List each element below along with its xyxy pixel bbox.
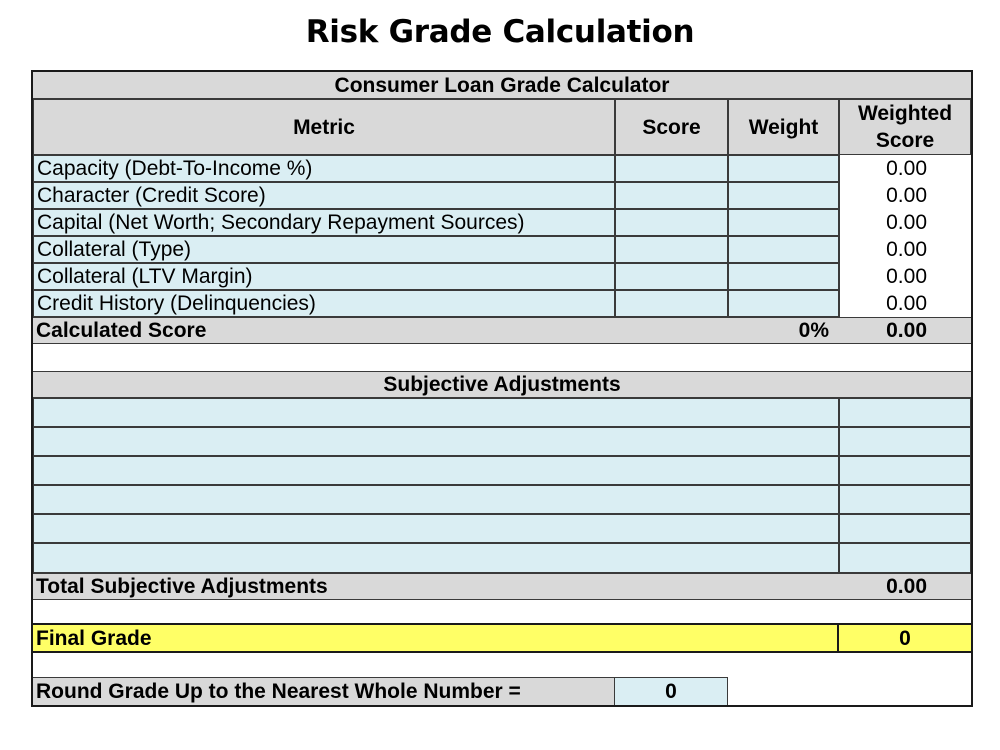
- calculated-score-label: Calculated Score: [33, 317, 728, 344]
- weighted-score-value: 0.00: [839, 290, 971, 317]
- adjustment-description-input[interactable]: [33, 398, 839, 427]
- adjustment-value-input[interactable]: [839, 427, 971, 456]
- calculated-score-total: 0.00: [839, 317, 971, 344]
- subjective-adjustments-title: Subjective Adjustments: [33, 371, 971, 398]
- metric-label: Character (Credit Score): [33, 182, 615, 209]
- score-input[interactable]: [615, 236, 728, 263]
- weighted-score-value: 0.00: [839, 236, 971, 263]
- metric-label: Collateral (LTV Margin): [33, 263, 615, 290]
- grade-calculator-sheet: [31, 70, 973, 707]
- weight-input[interactable]: [728, 290, 839, 317]
- weight-input[interactable]: [728, 182, 839, 209]
- round-grade-label: Round Grade Up to the Nearest Whole Number =: [33, 677, 615, 705]
- weighted-score-value: 0.00: [839, 209, 971, 236]
- adjustment-value-input[interactable]: [839, 485, 971, 514]
- metric-label: Collateral (Type): [33, 236, 615, 263]
- adjustment-description-input[interactable]: [33, 485, 839, 514]
- weighted-score-value: 0.00: [839, 155, 971, 182]
- metric-label: Credit History (Delinquencies): [33, 290, 615, 317]
- column-header-weighted-score: [839, 99, 971, 155]
- adjustment-description-input[interactable]: [33, 427, 839, 456]
- column-header-weight: Weight: [728, 99, 839, 155]
- score-input[interactable]: [615, 209, 728, 236]
- final-grade-label: Final Grade: [33, 623, 839, 653]
- adjustment-description-input[interactable]: [33, 543, 839, 573]
- calculated-weight-total: 0%: [728, 317, 839, 344]
- score-input[interactable]: [615, 182, 728, 209]
- adjustment-description-input[interactable]: [33, 456, 839, 485]
- adjustment-value-input[interactable]: [839, 456, 971, 485]
- calculator-title: Consumer Loan Grade Calculator: [33, 72, 971, 99]
- weight-input[interactable]: [728, 155, 839, 182]
- score-input[interactable]: [615, 290, 728, 317]
- metric-label: Capacity (Debt-To-Income %): [33, 155, 615, 182]
- adjustment-value-input[interactable]: [839, 514, 971, 543]
- weighted-header-line1: Weighted: [857, 101, 953, 125]
- adjustment-value-input[interactable]: [839, 398, 971, 427]
- weight-input[interactable]: [728, 209, 839, 236]
- total-subjective-label: Total Subjective Adjustments: [33, 573, 839, 600]
- weighted-score-value: 0.00: [839, 263, 971, 290]
- weight-input[interactable]: [728, 263, 839, 290]
- total-subjective-value: 0.00: [839, 573, 971, 600]
- weighted-header-line2: Score: [875, 129, 935, 152]
- score-input[interactable]: [615, 263, 728, 290]
- page-title: Risk Grade Calculation: [305, 14, 695, 50]
- weight-input[interactable]: [728, 236, 839, 263]
- adjustment-value-input[interactable]: [839, 543, 971, 573]
- adjustment-description-input[interactable]: [33, 514, 839, 543]
- column-header-metric: Metric: [33, 99, 615, 155]
- weighted-score-value: 0.00: [839, 182, 971, 209]
- round-grade-value: 0: [615, 677, 728, 705]
- metric-label: Capital (Net Worth; Secondary Repayment Sources): [33, 209, 615, 236]
- column-header-score: Score: [615, 99, 728, 155]
- score-input[interactable]: [615, 155, 728, 182]
- final-grade-value: 0: [839, 623, 971, 653]
